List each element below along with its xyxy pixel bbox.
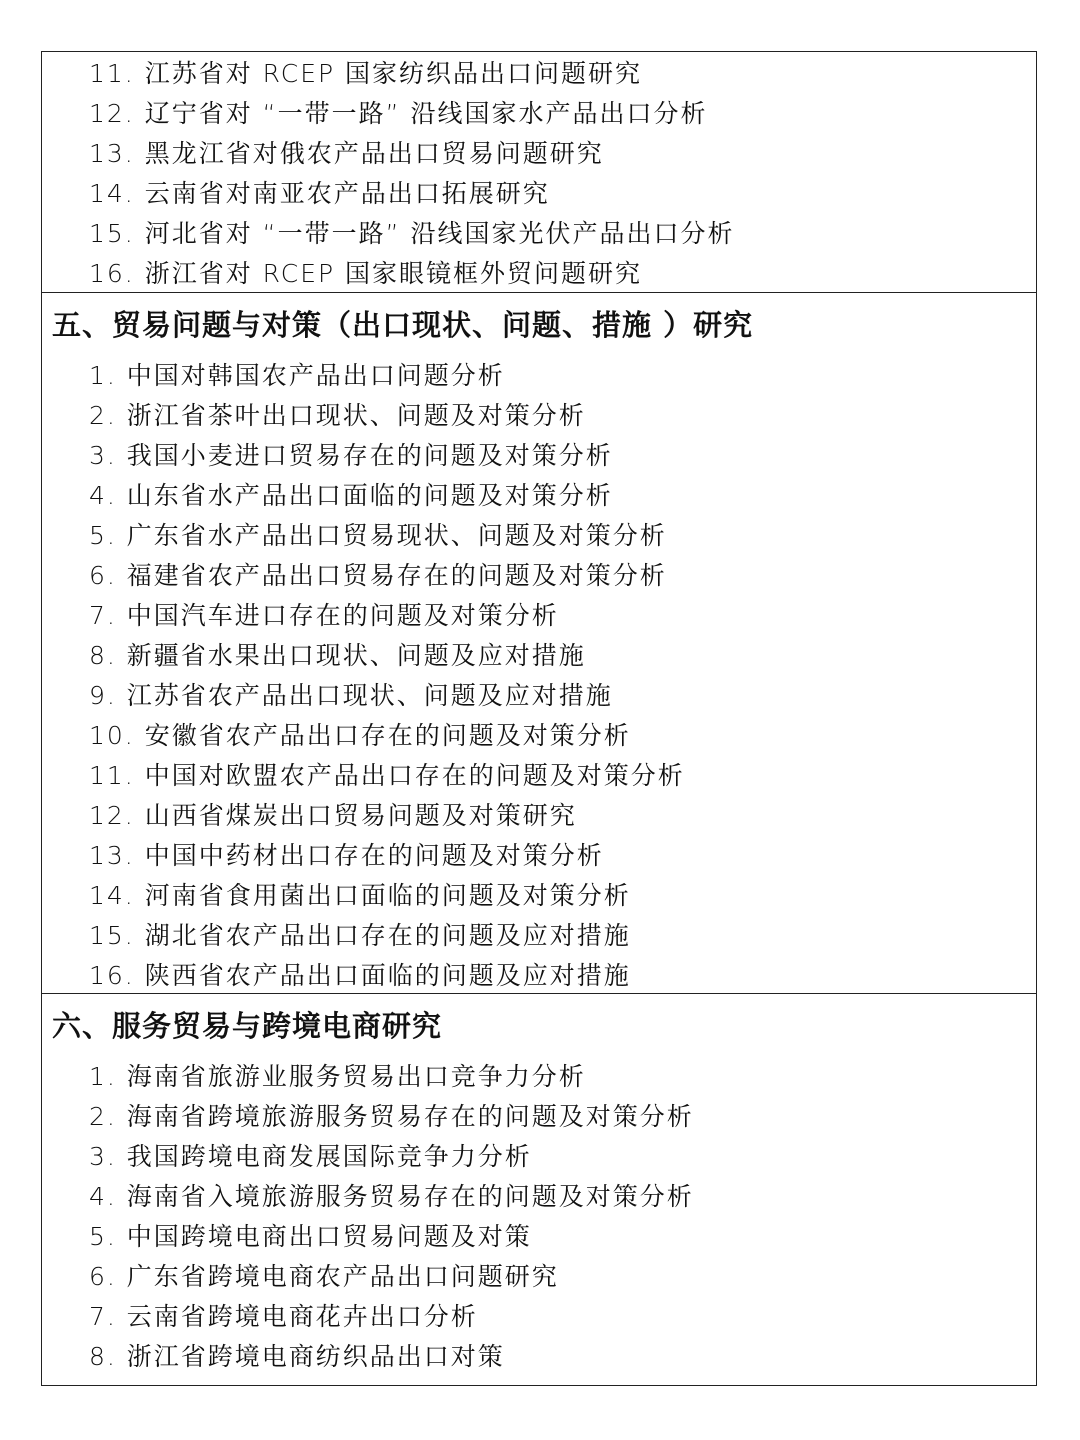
list-item: 5. 广东省水产品出口贸易现状、问题及对策分析 bbox=[89, 521, 667, 550]
section-4-continued bbox=[42, 52, 1036, 293]
section-6-title: 六、服务贸易与跨境电商研究 bbox=[52, 1009, 443, 1043]
list-item: 10. 安徽省农产品出口存在的问题及对策分析 bbox=[89, 721, 631, 750]
list-item: 4. 海南省入境旅游服务贸易存在的问题及对策分析 bbox=[89, 1182, 694, 1211]
list-item: 16. 陕西省农产品出口面临的问题及应对措施 bbox=[89, 961, 631, 990]
list-item: 3. 我国小麦进口贸易存在的问题及对策分析 bbox=[89, 441, 613, 470]
list-item: 8. 新疆省水果出口现状、问题及应对措施 bbox=[89, 641, 586, 670]
list-item: 15. 河北省对 “一带一路” 沿线国家光伏产品出口分析 bbox=[89, 219, 735, 248]
list-item: 9. 江苏省农产品出口现状、问题及应对措施 bbox=[89, 681, 613, 710]
list-item: 11. 中国对欧盟农产品出口存在的问题及对策分析 bbox=[89, 761, 685, 790]
section-5-item-list bbox=[89, 356, 685, 996]
list-item: 7. 中国汽车进口存在的问题及对策分析 bbox=[89, 601, 559, 630]
list-item: 13. 中国中药材出口存在的问题及对策分析 bbox=[89, 841, 604, 870]
section-4-item-list bbox=[89, 54, 735, 294]
list-item: 8. 浙江省跨境电商纺织品出口对策 bbox=[89, 1342, 505, 1371]
list-item: 6. 广东省跨境电商农产品出口问题研究 bbox=[89, 1262, 559, 1291]
list-item: 4. 山东省水产品出口面临的问题及对策分析 bbox=[89, 481, 613, 510]
list-item: 1. 海南省旅游业服务贸易出口竞争力分析 bbox=[89, 1062, 586, 1091]
list-item: 2. 海南省跨境旅游服务贸易存在的问题及对策分析 bbox=[89, 1102, 694, 1131]
list-item: 12. 辽宁省对 “一带一路” 沿线国家水产品出口分析 bbox=[89, 99, 708, 128]
list-item: 15. 湖北省农产品出口存在的问题及应对措施 bbox=[89, 921, 631, 950]
list-item: 5. 中国跨境电商出口贸易问题及对策 bbox=[89, 1222, 532, 1251]
list-item: 1. 中国对韩国农产品出口问题分析 bbox=[89, 361, 505, 390]
section-5-title: 五、贸易问题与对策（出口现状、问题、措施 ）研究 bbox=[52, 308, 754, 342]
topic-table bbox=[41, 51, 1037, 1386]
list-item: 14. 云南省对南亚农产品出口拓展研究 bbox=[89, 179, 550, 208]
list-item: 12. 山西省煤炭出口贸易问题及对策研究 bbox=[89, 801, 577, 830]
section-5 bbox=[42, 293, 1036, 994]
section-6-item-list bbox=[89, 1057, 694, 1377]
list-item: 7. 云南省跨境电商花卉出口分析 bbox=[89, 1302, 478, 1331]
section-6 bbox=[42, 994, 1036, 1387]
list-item: 13. 黑龙江省对俄农产品出口贸易问题研究 bbox=[89, 139, 604, 168]
list-item: 14. 河南省食用菌出口面临的问题及对策分析 bbox=[89, 881, 631, 910]
list-item: 3. 我国跨境电商发展国际竞争力分析 bbox=[89, 1142, 532, 1171]
list-item: 11. 江苏省对 RCEP 国家纺织品出口问题研究 bbox=[89, 59, 643, 88]
list-item: 2. 浙江省茶叶出口现状、问题及对策分析 bbox=[89, 401, 586, 430]
list-item: 16. 浙江省对 RCEP 国家眼镜框外贸问题研究 bbox=[89, 259, 643, 288]
list-item: 6. 福建省农产品出口贸易存在的问题及对策分析 bbox=[89, 561, 667, 590]
